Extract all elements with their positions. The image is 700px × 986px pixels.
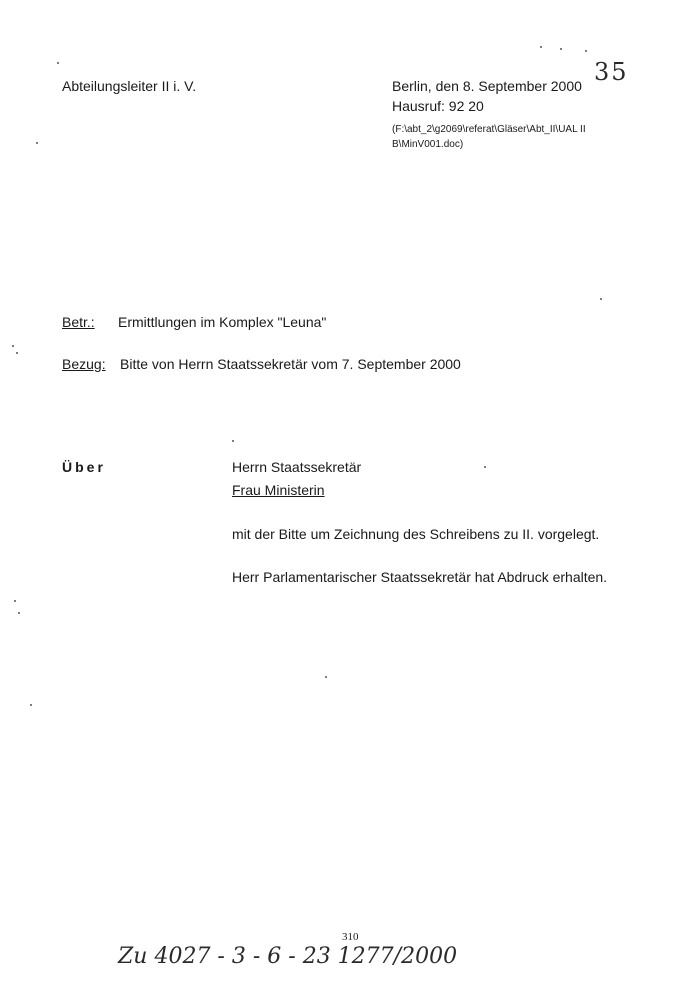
handwritten-file-reference: Zu 4027 - 3 - 6 - 23 1277/2000 [118, 944, 458, 969]
file-path-line-1: (F:\abt_2\g2069\referat\Gläser\Abt_II\UAL II [392, 124, 586, 135]
scan-speck [232, 440, 234, 442]
copy-note: Herr Parlamentarischer Staatssekretär hat Abdruck erhalten. [232, 569, 608, 585]
reference-label: Bezug: [62, 356, 106, 372]
scan-speck [12, 345, 14, 347]
scan-speck [30, 704, 32, 706]
scan-speck [18, 612, 20, 614]
scan-speck [14, 600, 16, 602]
scan-speck [560, 48, 562, 50]
subject-text: Ermittlungen im Komplex "Leuna" [118, 314, 327, 330]
reference-text: Bitte von Herrn Staatssekretär vom 7. September 2000 [120, 356, 461, 372]
recipient-minister: Frau Ministerin [232, 482, 325, 498]
scan-speck [325, 676, 327, 678]
subject-label: Betr.: [62, 314, 95, 330]
routing-label: Über [62, 459, 106, 475]
scan-speck [540, 46, 542, 48]
file-path-line-2: B\MinV001.doc) [392, 139, 464, 150]
page-mark-handwritten: 35 [594, 58, 629, 86]
request-text: mit der Bitte um Zeichnung des Schreibens zu II. vorgelegt. [232, 526, 600, 542]
scan-speck [600, 298, 602, 300]
page-number: 310 [342, 931, 359, 943]
recipient-state-secretary: Herrn Staatssekretär [232, 459, 362, 475]
scan-speck [484, 466, 486, 468]
scan-speck [57, 62, 59, 64]
scan-speck [585, 50, 587, 52]
scan-speck [36, 142, 38, 144]
scan-speck [16, 352, 18, 354]
place-date: Berlin, den 8. September 2000 [392, 78, 582, 94]
sender-line: Abteilungsleiter II i. V. [62, 78, 197, 94]
phone-extension: Hausruf: 92 20 [392, 98, 484, 114]
